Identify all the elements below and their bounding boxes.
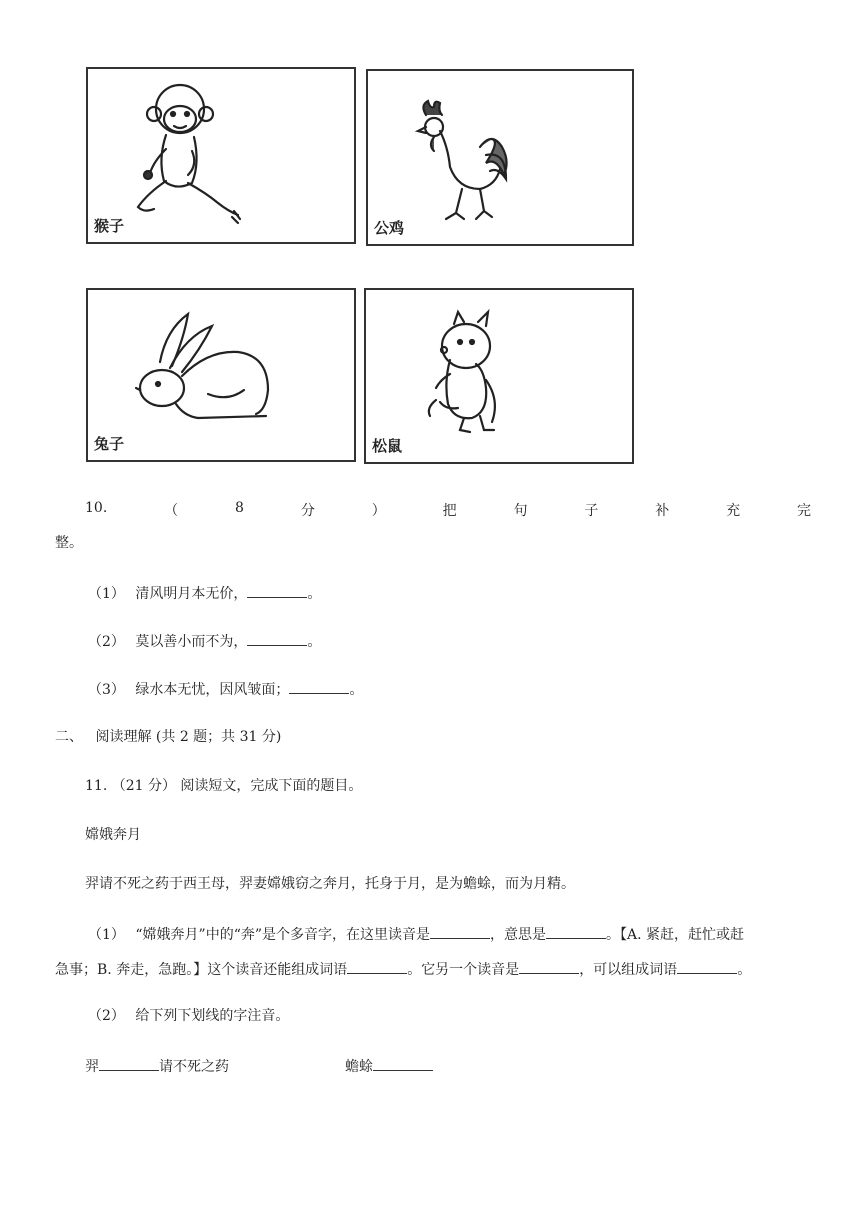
question-10-item-2 [88,631,321,651]
answer-blank[interactable] [289,679,349,694]
question-10-title-end: 整。 [55,535,83,551]
picture-card-rooster [366,69,634,246]
picture-card-squirrel [364,288,634,464]
rooster-drawing [368,71,632,244]
score-open: （ [164,503,179,519]
section-title: 阅读理解 (共 2 题；共 31 分) [95,729,282,745]
answer-blank[interactable] [430,924,490,939]
answer-blank[interactable] [247,631,307,646]
item-text: 绿水本无忧，因风皱面； [135,682,290,698]
question-11-sub-1-line-2 [55,959,751,979]
question-10-item-1 [88,583,321,603]
title-char: 补 [655,503,670,519]
sub-number: （1） [88,927,125,943]
sub-text: ，可以组成词语 [579,962,678,978]
title-char: 充 [726,503,741,519]
word-char: 蟾蜍 [345,1059,373,1075]
item-end: 。 [349,682,364,698]
answer-blank[interactable] [99,1056,159,1071]
question-number: 10. [85,500,108,516]
pinyin-word-2 [345,1056,433,1076]
section-index: 二、 [55,729,83,745]
item-number: （3） [88,682,125,698]
title-char: 把 [442,503,457,519]
item-number: （2） [88,634,125,650]
picture-label-squirrel: 松鼠 [372,437,403,455]
item-end: 。 [307,634,322,650]
title-char: 子 [584,503,599,519]
answer-blank[interactable] [519,959,579,974]
score-unit: 分 [300,503,315,519]
sub-text: ，意思是 [490,927,547,943]
section-2-heading [55,728,281,746]
answer-blank[interactable] [546,924,606,939]
title-char: 句 [513,503,528,519]
passage-title: 嫦娥奔月 [85,827,141,843]
pinyin-word-1 [85,1056,229,1076]
question-11-sub-1-line-1 [88,924,744,944]
answer-blank[interactable] [347,959,407,974]
picture-card-rabbit [86,288,356,462]
word-char: 羿 [85,1059,99,1075]
picture-label-rabbit: 兔子 [94,435,125,453]
question-11-sub-2 [88,1007,289,1025]
sub-text: 急事；B. 奔走，急跑。】这个读音还能组成词语 [55,962,348,978]
answer-blank[interactable] [677,959,737,974]
picture-label-rooster: 公鸡 [374,219,405,237]
squirrel-drawing [366,290,632,462]
question-10-item-3 [88,679,363,699]
sub-text: 。它另一个读音是 [407,962,520,978]
item-number: （1） [88,586,125,602]
sub-text: 。【A. 紧赶，赶忙或赶 [606,927,745,943]
answer-blank[interactable] [247,583,307,598]
sub-text: 给下列下划线的字注音。 [135,1008,290,1024]
rabbit-drawing [88,290,354,460]
sub-text: “嫦娥奔月”中的“奔”是个多音字，在这里读音是 [135,927,431,943]
sub-number: （2） [88,1008,125,1024]
passage-text: 羿请不死之药于西王母，羿妻嫦娥窃之奔月，托身于月，是为蟾蜍，而为月精。 [85,876,575,892]
score-close: ） [371,503,386,519]
item-text: 清风明月本无价， [135,586,248,602]
title-char: 完 [796,503,811,519]
question-10-title [85,500,811,520]
word-rest: 请不死之药 [159,1059,229,1075]
picture-label-monkey: 猴子 [94,217,125,235]
monkey-drawing [88,69,354,242]
score-value: 8 [235,500,244,516]
item-end: 。 [307,586,322,602]
question-11-header: 11. （21 分） 阅读短文，完成下面的题目。 [85,778,363,794]
picture-card-monkey [86,67,356,244]
item-text: 莫以善小而不为， [135,634,248,650]
sub-text: 。 [737,962,752,978]
answer-blank[interactable] [373,1056,433,1071]
